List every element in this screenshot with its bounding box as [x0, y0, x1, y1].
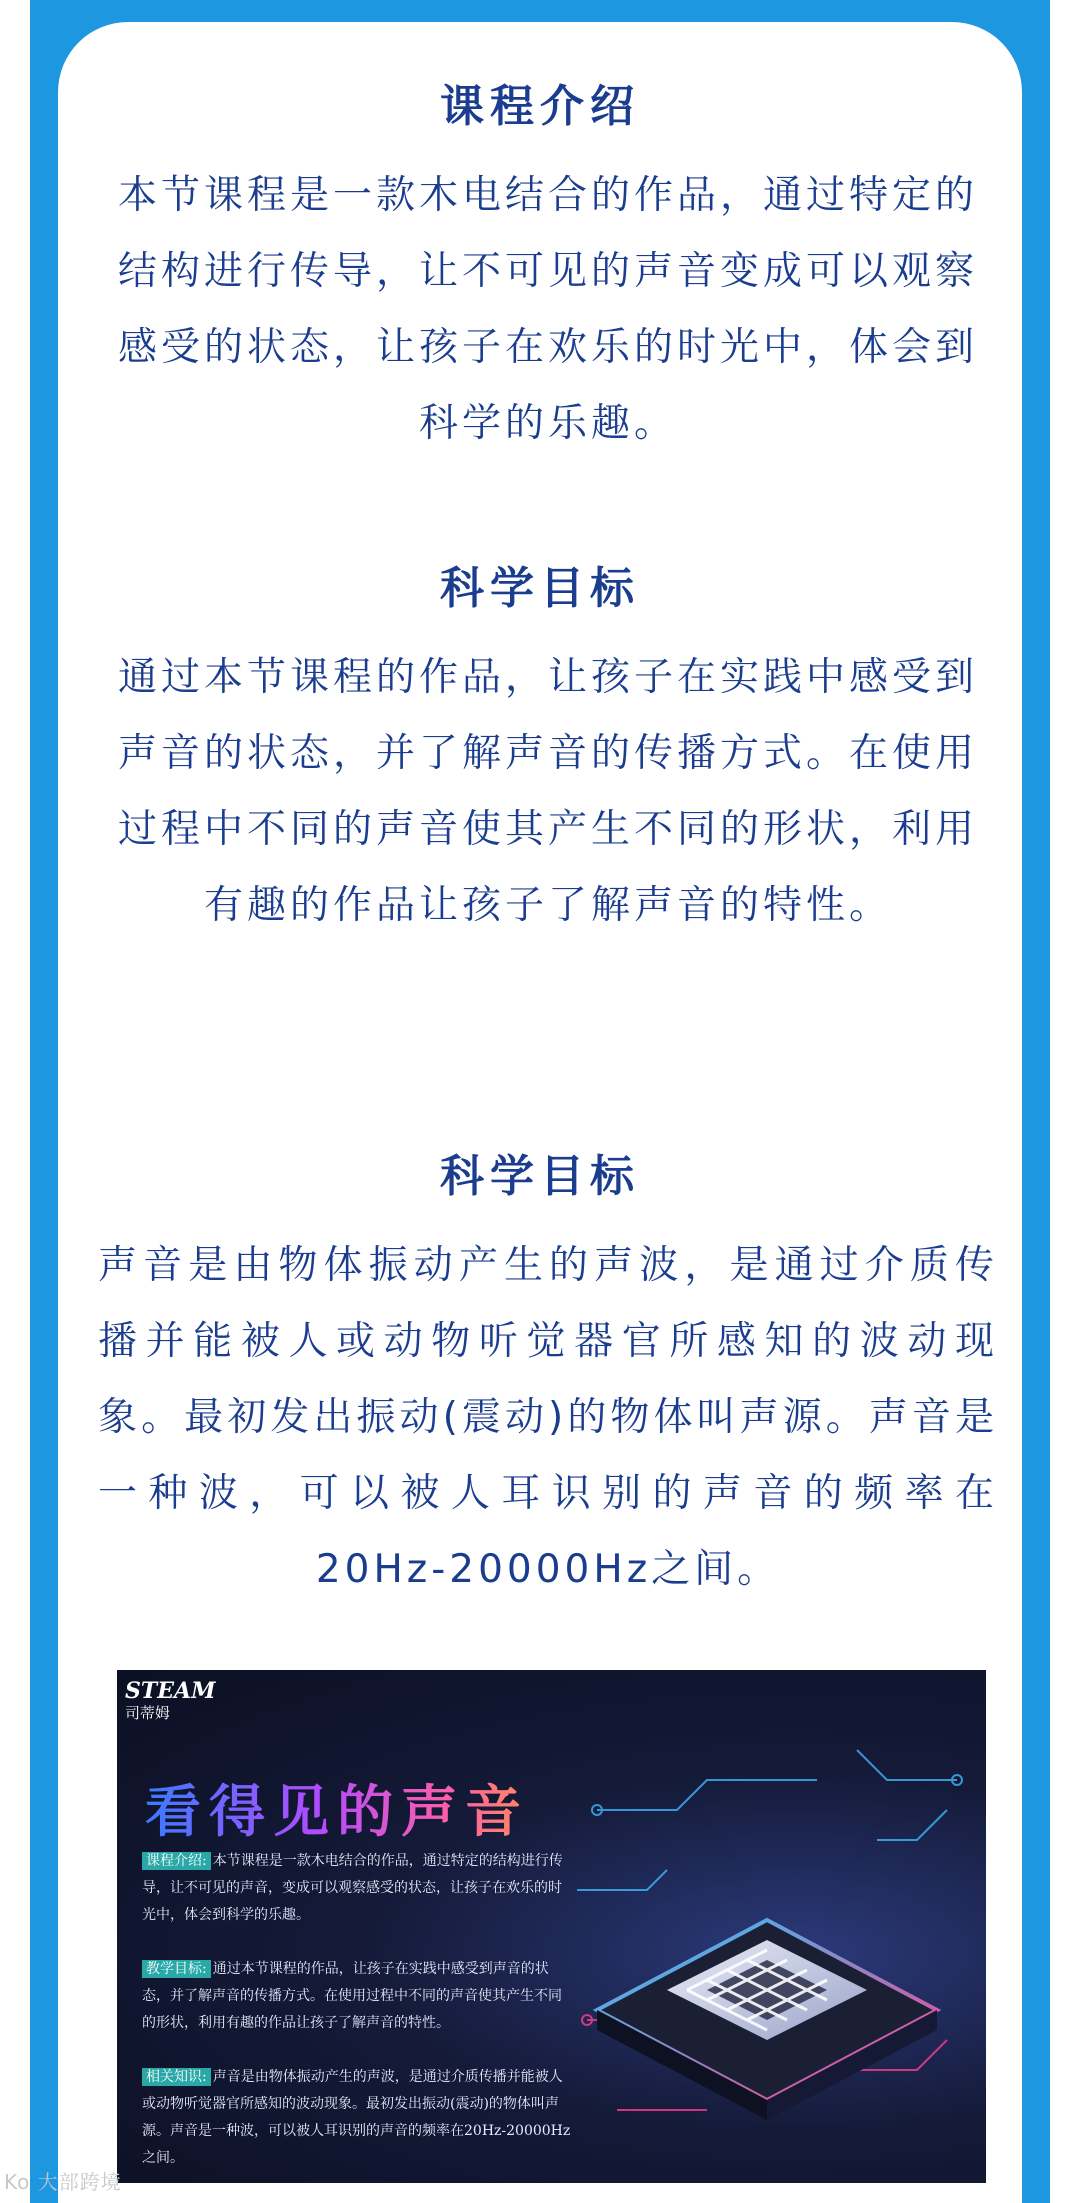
section-title-course-intro: 课程介绍	[440, 81, 640, 132]
watermark: Ko 大部跨境	[4, 2170, 122, 2194]
section-title-science-goal-2: 科学目标	[440, 1151, 640, 1202]
poster-label-knowledge: 相关知识:	[142, 2068, 211, 2086]
poster-label-goal: 教学目标:	[142, 1960, 211, 1978]
logo-brand: STEAM	[125, 1678, 216, 1704]
section-title-science-goal: 科学目标	[440, 563, 640, 614]
steam-logo	[125, 1678, 216, 1728]
poster-block-intro	[142, 1848, 574, 1929]
course-poster-image	[117, 1670, 986, 2183]
section-body-science-goal: 通过本节课程的作品，让孩子在实践中感受到声音的状态，并了解声音的传播方式。在使用过程中不同的声音使其产生不同的形状，利用有趣的作品让孩子了解声音的特性。	[117, 655, 978, 928]
logo-sub: 司蒂姆	[125, 1704, 171, 1722]
section-body-science-goal-2: 声音是由物体振动产生的声波，是通过介质传播并能被人或动物听觉器官所感知的波动现象。最初发出振动(震动)的物体叫声源。声音是一种波，可以被人耳识别的声音的频率在20Hz-20000Hz之间。	[98, 1243, 998, 1592]
circuit-chip-illustration	[557, 1690, 977, 2170]
poster-block-knowledge	[142, 2064, 574, 2172]
poster-text-goal: 通过本节课程的作品，让孩子在实践中感受到声音的状态，并了解声音的传播方式。在使用过程中不同的声音使其产生不同的形状，利用有趣的作品让孩子了解声音的特性。	[142, 1961, 562, 2031]
poster-label-intro: 课程介绍:	[142, 1852, 211, 1870]
section-body-course-intro: 本节课程是一款木电结合的作品，通过特定的结构进行传导，让不可见的声音变成可以观察感受的状态，让孩子在欢乐的时光中，体会到科学的乐趣。	[117, 173, 978, 446]
poster-text-intro: 本节课程是一款木电结合的作品，通过特定的结构进行传导，让不可见的声音，变成可以观察感受的状态，让孩子在欢乐的时光中，体会到科学的乐趣。	[142, 1853, 563, 1923]
poster-title: 看得见的声音	[145, 1768, 529, 1848]
poster-text-knowledge: 声音是由物体振动产生的声波，是通过介质传播并能被人或动物听觉器官所感知的波动现象。最初发出振动(震动)的物体叫声源。声音是一种波，可以被人耳识别的声音的频率在20Hz-20000Hz之间。	[142, 2069, 571, 2166]
poster-block-goal	[142, 1956, 574, 2037]
